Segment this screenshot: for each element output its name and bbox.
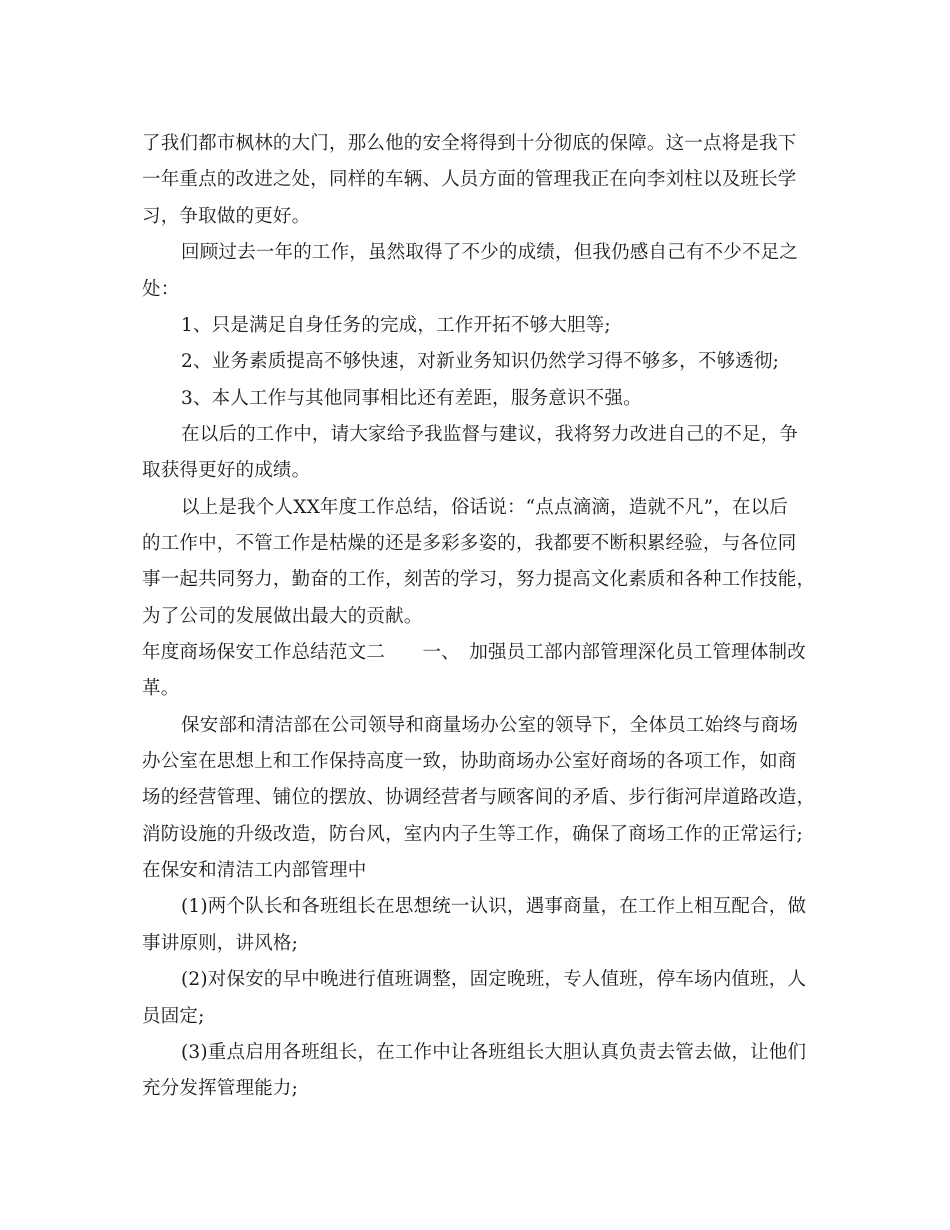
list-item: 1、只是满足自身任务的完成，工作开拓不够大胆等; <box>181 315 611 336</box>
text-line: 一年重点的改进之处，同样的车辆、人员方面的管理我正在向李刘柱以及班长学 <box>142 169 797 190</box>
section-heading: 年度商场保安工作总结范文二 一、 加强员工部内部管理深化员工管理体制改 <box>142 642 806 663</box>
text-line: 取获得更好的成绩。 <box>142 460 311 481</box>
text-line: 消防设施的升级改造，防台风，室内内子生等工作，确保了商场工作的正常运行; <box>142 824 803 845</box>
text-line: 事一起共同努力，勤奋的工作，刻苦的学习，努力提高文化素质和各种工作技能， <box>142 569 816 590</box>
list-item: (1)两个队长和各班组长在思想统一认识，遇事商量，在工作上相互配合，做 <box>181 896 807 917</box>
text-line: 习，争取做的更好。 <box>142 206 311 227</box>
text-line: 在保安和清洁工内部管理中 <box>142 860 367 881</box>
text-line: 场的经营管理、铺位的摆放、协调经营者与顾客间的矛盾、步行街河岸道路改造， <box>142 787 816 808</box>
text-line: 办公室在思想上和工作保持高度一致，协助商场办公室好商场的各项工作，如商 <box>142 751 797 772</box>
text-line: 了我们都市枫林的大门，那么他的安全将得到十分彻底的保障。这一点将是我下 <box>142 133 797 154</box>
text-line: 革。 <box>142 678 180 699</box>
text-line: 为了公司的发展做出最大的贡献。 <box>142 606 423 627</box>
list-item: 3、本人工作与其他同事相比还有差距，服务意识不强。 <box>181 388 642 409</box>
text-line: 充分发挥管理能力; <box>142 1078 299 1099</box>
text-line: 处： <box>142 279 180 300</box>
paragraph-first-line: 以上是我个人XX年度工作总结，俗话说：“点点滴滴，造就不凡”，在以后 <box>181 497 789 518</box>
list-item: (2)对保安的早中晚进行值班调整，固定晚班，专人值班，停车场内值班，人 <box>181 969 807 990</box>
list-item: 2、业务素质提高不够快速，对新业务知识仍然学习得不够多，不够透彻; <box>181 351 780 372</box>
paragraph-first-line: 保安部和清洁部在公司领导和商量场办公室的领导下，全体员工始终与商场 <box>181 715 799 736</box>
list-item: (3)重点启用各班组长，在工作中让各班组长大胆认真负责去管去做，让他们 <box>181 1042 807 1063</box>
paragraph-first-line: 在以后的工作中，请大家给予我监督与建议，我将努力改进自己的不足，争 <box>181 424 799 445</box>
text-line: 员固定; <box>142 1006 205 1027</box>
paragraph-first-line: 回顾过去一年的工作，虽然取得了不少的成绩，但我仍感自己有不少不足之 <box>181 242 799 263</box>
text-line: 事讲原则，讲风格; <box>142 933 299 954</box>
text-line: 的工作中，不管工作是枯燥的还是多彩多姿的，我都要不断积累经验，与各位同 <box>142 533 797 554</box>
